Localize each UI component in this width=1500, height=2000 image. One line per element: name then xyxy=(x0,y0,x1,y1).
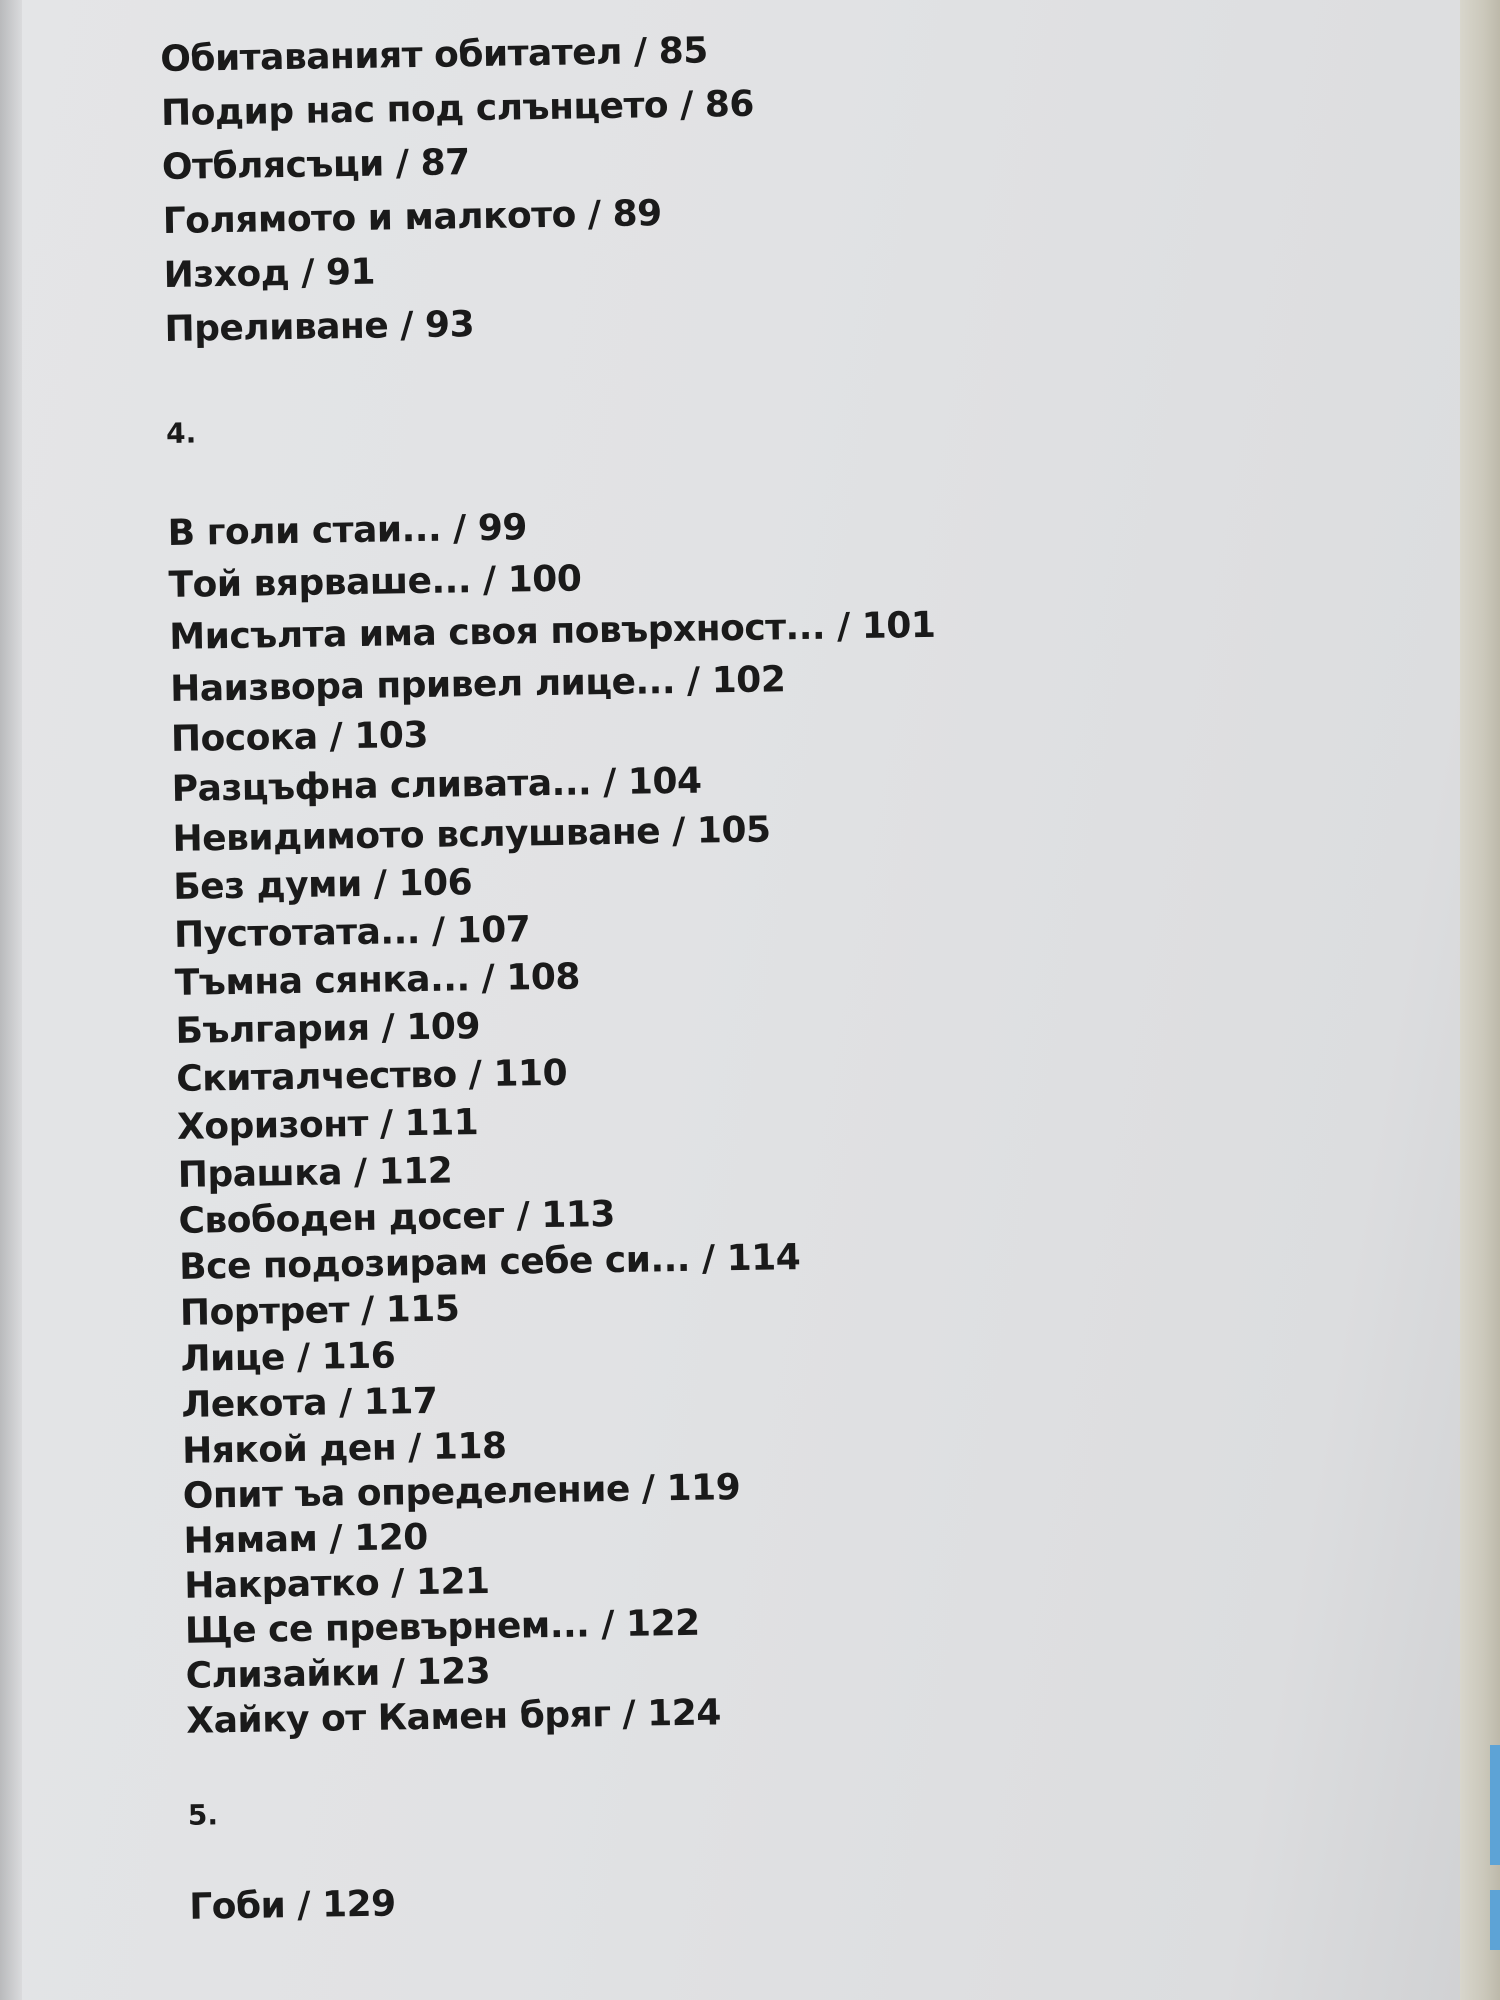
toc-entry: Някой ден / 118 xyxy=(181,1425,507,1472)
toc-entry: Опит ъа определение / 119 xyxy=(182,1467,741,1517)
toc-entry: Портрет / 115 xyxy=(179,1288,460,1334)
toc-entry: Без думи / 106 xyxy=(172,862,473,908)
toc-entry: Голямото и малкото / 89 xyxy=(162,193,662,242)
toc-entry: Наизвора привел лице... / 102 xyxy=(169,659,786,710)
table-of-contents xyxy=(160,23,1389,1926)
toc-entry: Свободен досег / 113 xyxy=(178,1194,616,1242)
page-gutter xyxy=(0,0,22,2000)
toc-entry: Нямам / 120 xyxy=(183,1516,429,1562)
section-number: 4. xyxy=(165,416,197,450)
toc-entry: Посока / 103 xyxy=(170,714,429,760)
toc-entry: Прашка / 112 xyxy=(177,1150,453,1196)
toc-entry: Изход / 91 xyxy=(163,251,376,296)
blue-tab-marker xyxy=(1490,1745,1500,1865)
toc-entry: Лице / 116 xyxy=(180,1335,396,1380)
page-edge xyxy=(1460,0,1500,2000)
toc-entry: Той вярваше... / 100 xyxy=(168,558,582,606)
toc-entry: Лекота / 117 xyxy=(181,1380,438,1426)
toc-entry: България / 109 xyxy=(175,1006,481,1052)
toc-section xyxy=(188,1783,1390,1926)
toc-entry: Преливане / 93 xyxy=(164,304,475,350)
toc-entry: Хоризонт / 111 xyxy=(176,1102,479,1148)
toc-entry: Накратко / 121 xyxy=(183,1561,490,1607)
toc-entry: Отблясъци / 87 xyxy=(161,142,470,188)
toc-section xyxy=(166,401,1387,1740)
toc-entry: Обитаваният обитател / 85 xyxy=(159,30,709,80)
toc-entry: Мисълта има своя повърхност... / 101 xyxy=(169,604,936,658)
toc-entry: Подир нас под слънцето / 86 xyxy=(160,83,755,134)
toc-section xyxy=(160,23,1365,348)
toc-entry: Хайку от Камен бряг / 124 xyxy=(186,1692,722,1742)
toc-entry: Скиталчество / 110 xyxy=(175,1052,568,1100)
section-number: 5. xyxy=(187,1798,219,1832)
toc-entry: Слизайки / 123 xyxy=(185,1651,491,1697)
toc-entry: В голи стаи... / 99 xyxy=(167,507,528,554)
toc-entry: Пустотата... / 107 xyxy=(173,909,531,956)
blue-tab-marker xyxy=(1490,1890,1500,1950)
toc-entry: Все подозирам себе си... / 114 xyxy=(178,1237,801,1288)
toc-entry: Тъмна сянка... / 108 xyxy=(174,956,581,1004)
toc-entry: Ще се превърнем... / 122 xyxy=(184,1602,700,1652)
toc-entry: Невидимото вслушване / 105 xyxy=(172,809,771,860)
toc-entry: Разцъфна сливата... / 104 xyxy=(171,760,702,810)
toc-entry: Гоби / 129 xyxy=(188,1883,397,1928)
